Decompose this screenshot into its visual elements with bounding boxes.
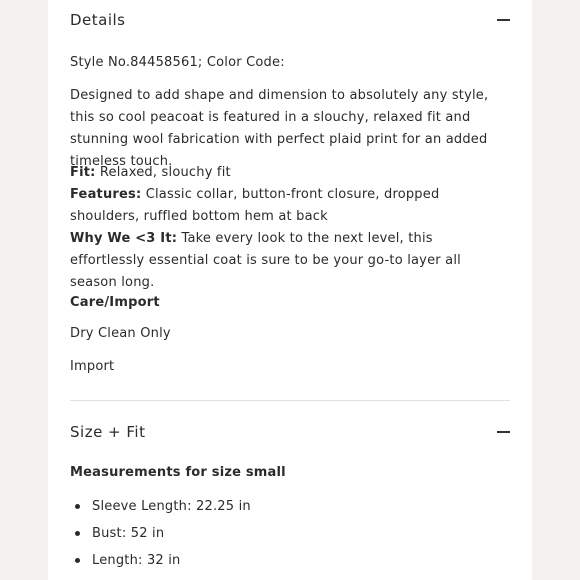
list-item xyxy=(70,520,510,547)
section-divider xyxy=(70,400,510,401)
fit-line xyxy=(70,162,510,184)
features-value: Classic collar, button-front closure, dropped shoulders, ruffled bottom hem at back xyxy=(70,187,440,224)
features-line xyxy=(70,184,510,228)
bullet-icon xyxy=(75,558,80,563)
measurements-heading: Measurements for size small xyxy=(70,465,286,480)
size-fit-accordion-header[interactable] xyxy=(70,417,510,447)
features-label: Features: xyxy=(70,187,142,202)
product-info-panel xyxy=(48,0,532,580)
list-item xyxy=(70,547,510,574)
list-item xyxy=(70,493,510,520)
style-number-text: Style No.84458561; Color Code: xyxy=(70,55,285,70)
measurement-text: Bust: 52 in xyxy=(92,526,165,541)
bullet-icon xyxy=(75,531,80,536)
measurement-text: Sleeve Length: 22.25 in xyxy=(92,499,251,514)
product-description: Designed to add shape and dimension to absolutely any style, this so cool peacoat is featured in a slouchy, relaxed fit and stunning wool fabrication with perfect plaid print for an added timeless touch. xyxy=(70,88,489,169)
care-import-heading: Care/Import xyxy=(70,295,160,310)
fit-label: Fit: xyxy=(70,165,96,180)
why-we-love-it-line xyxy=(70,228,510,294)
measurement-text: Length: 32 in xyxy=(92,553,181,568)
bullet-icon xyxy=(75,504,80,509)
minus-icon[interactable] xyxy=(496,13,510,27)
care-item: Import xyxy=(70,359,115,374)
details-title: Details xyxy=(70,11,126,29)
care-item: Dry Clean Only xyxy=(70,326,171,341)
details-accordion-header[interactable] xyxy=(70,5,510,35)
measurements-list xyxy=(70,493,510,574)
why-value: Take every look to the next level, this effortlessly essential coat is sure to be your go-to layer all season long. xyxy=(70,231,461,290)
fit-value: Relaxed, slouchy fit xyxy=(95,165,231,180)
minus-icon[interactable] xyxy=(496,425,510,439)
why-label: Why We <3 It: xyxy=(70,231,178,246)
size-fit-title: Size + Fit xyxy=(70,423,146,441)
